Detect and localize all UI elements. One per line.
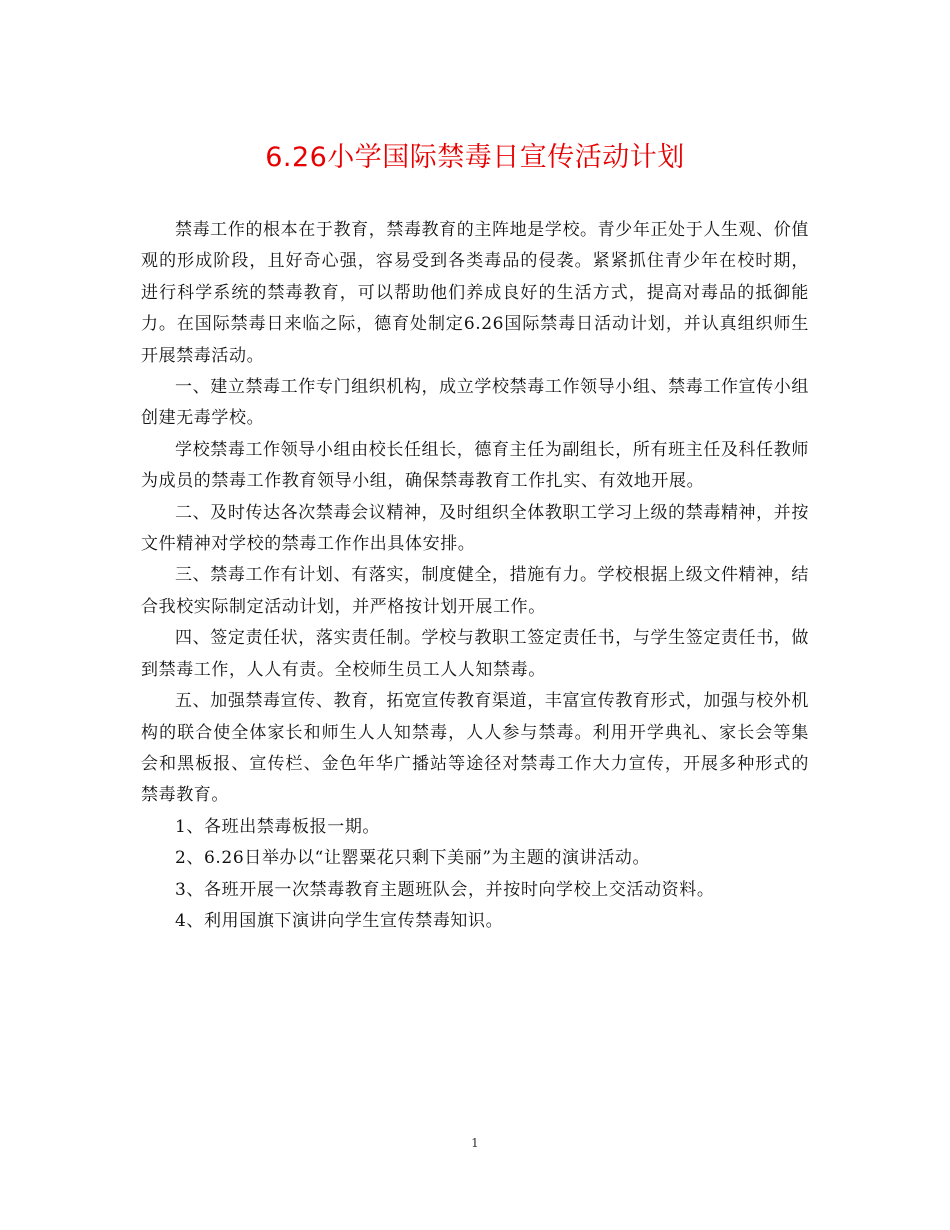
list-item-3: 3、各班开展一次禁毒教育主题班队会，并按时向学校上交活动资料。 [175,879,715,900]
paragraph-intro: 禁毒工作的根本在于教育，禁毒教育的主阵地是学校。青少年正处于人生观、价值观的形成阶段，且好奇心强，容易受到各类毒品的侵袭。紧紧抓住青少年在校时期，进行科学系统的禁毒教育，可以帮助他们养成良好的生活方式，提高对毒品的抵御能力。在国际禁毒日来临之际，德育处制定6.26国际禁毒日活动计划，并认真组织师生开展禁毒活动。 [141,220,809,366]
paragraph-section-2: 二、及时传达各次禁毒会议精神，及时组织全体教职工学习上级的禁毒精神，并按文件精神对学校的禁毒工作作出具体安排。 [141,502,809,555]
paragraph-section-3: 三、禁毒工作有计划、有落实，制度健全，措施有力。学校根据上级文件精神，结合我校实际制定活动计划，并严格按计划开展工作。 [141,565,809,617]
list-item-2: 2、6.26日举办以“让罂粟花只剩下美丽”为主题的演讲活动。 [175,848,651,869]
paragraph-section-4: 四、签定责任状，落实责任制。学校与教职工签定责任书，与学生签定责任书，做到禁毒工作，人人有责。全校师生员工人人知禁毒。 [141,628,809,680]
page-number: 1 [471,1136,479,1150]
paragraph-section-5: 五、加强禁毒宣传、教育，拓宽宣传教育渠道，丰富宣传教育形式，加强与校外机构的联合使全体家长和师生人人知禁毒，人人参与禁毒。利用开学典礼、家长会等集会和黑板报、宣传栏、金色年华广播站等途径对禁毒工作大力宣传，开展多种形式的禁毒教育。 [141,691,809,806]
list-item-4: 4、利用国旗下演讲向学生宣传禁毒知识。 [175,910,504,931]
list-item-1: 1、各班出禁毒板报一期。 [175,816,381,837]
document-body [141,215,809,937]
paragraph-section-1: 一、建立禁毒工作专门组织机构，成立学校禁毒工作领导小组、禁毒工作宣传小组创建无毒学校。 [141,377,809,429]
paragraph-leadership: 学校禁毒工作领导小组由校长任组长，德育主任为副组长，所有班主任及科任教师为成员的禁毒工作教育领导小组，确保禁毒教育工作扎实、有效地开展。 [141,439,809,492]
document-title: 6.26小学国际禁毒日宣传活动计划 [265,142,685,173]
